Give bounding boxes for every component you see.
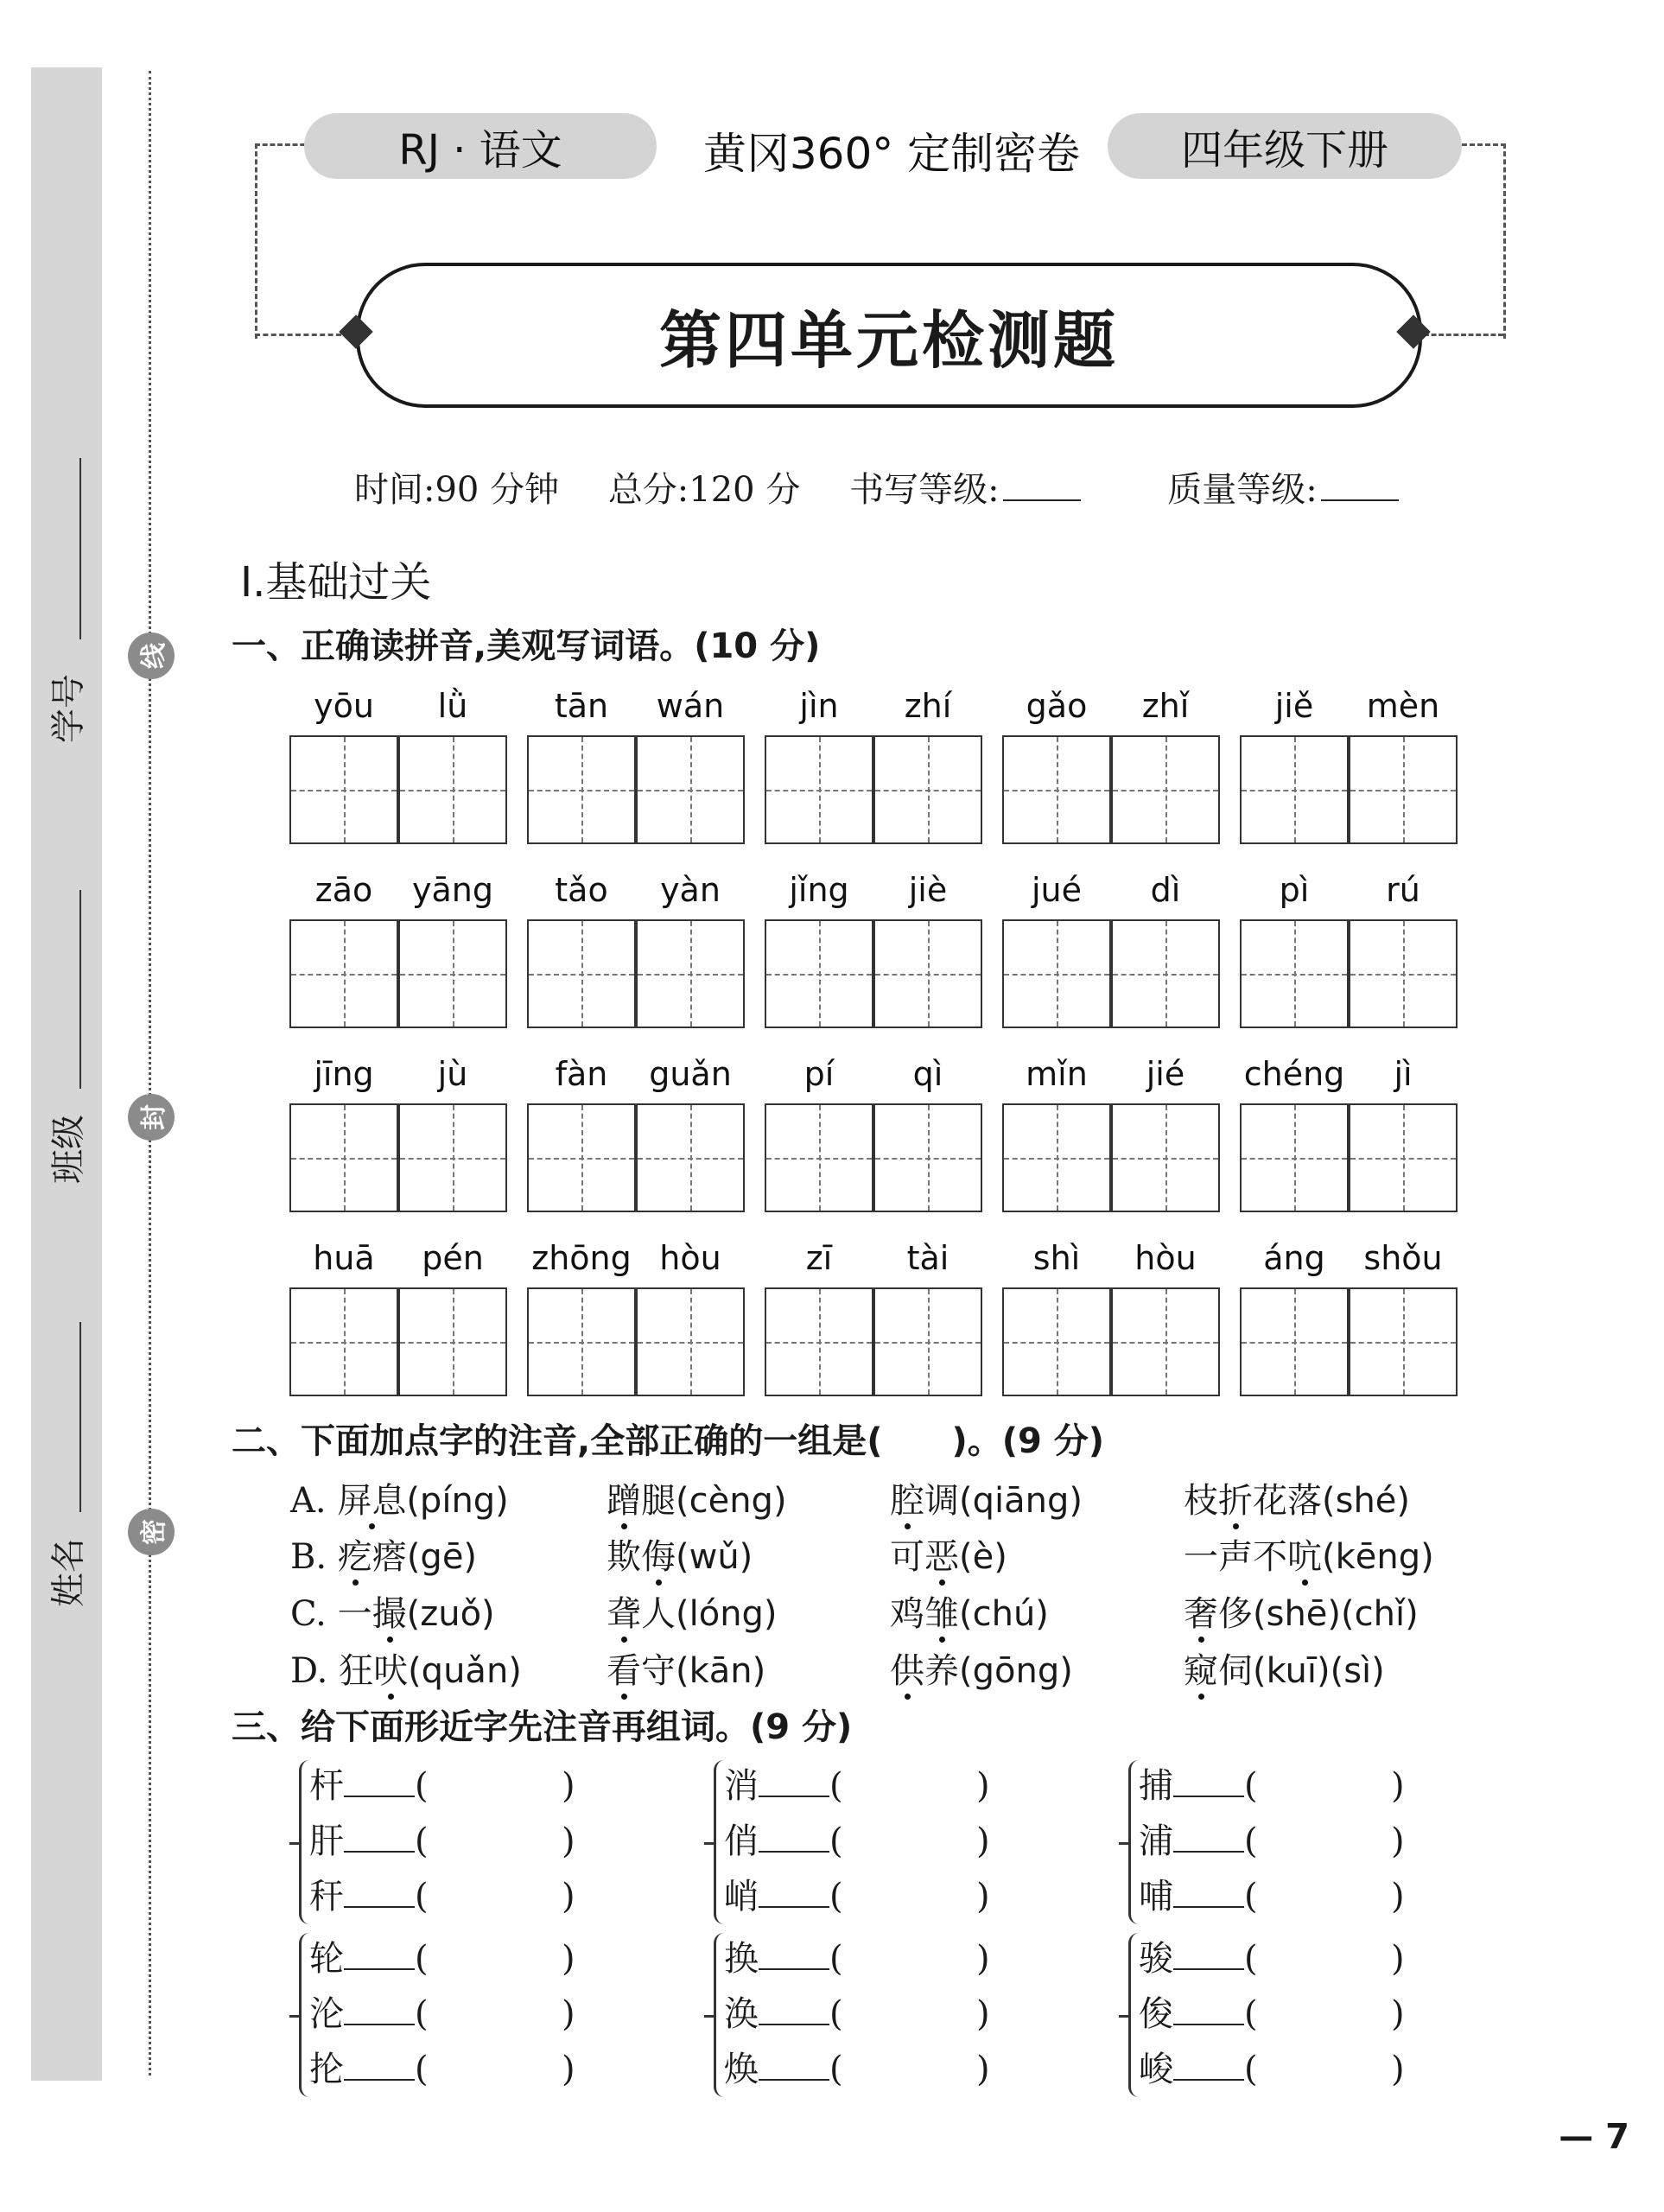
similar-char-row: 沦 ( ) [309,1994,575,2034]
pinyin-label: dì [1150,871,1181,909]
writing-grade-field[interactable] [1003,475,1081,501]
pinyin-label: jù [437,1055,468,1093]
time-info: 时间:90 分钟 [354,470,560,510]
similar-char-row: 骏 ( ) [1139,1939,1405,1979]
pinyin-label: guǎn [649,1055,732,1093]
option-item: 欺侮(wǔ) [607,1537,753,1577]
pinyin-blank[interactable] [1173,1827,1244,1853]
word-blank[interactable]: ( [829,1766,843,1806]
student-no-label: 学号 [48,674,89,743]
dotted-char: 恶 [924,1537,959,1577]
pinyin-label: mèn [1366,687,1440,725]
seal-seal-icon: 封 [128,1094,175,1141]
writing-grade: 书写等级: [849,470,1118,510]
pinyin-blank[interactable] [344,1882,415,1908]
writing-box[interactable] [1111,919,1220,1028]
similar-char-row: 峻 ( ) [1139,2050,1405,2089]
pinyin-note: (qiāng) [959,1481,1083,1521]
dotted-char: 窥 [1184,1651,1218,1691]
subject-pill: RJ · 语文 [304,113,657,179]
q3-title: 三、给下面形近字先注音再组词。(9 分) [232,1707,853,1747]
pinyin-label: hòu [1134,1239,1197,1277]
dotted-char: 雏 [924,1594,959,1634]
pinyin-label: huā [313,1239,375,1277]
similar-char: 俏 [724,1821,759,1861]
pinyin-note: (kēng) [1322,1537,1434,1577]
similar-char-row: 消 ( ) [724,1766,990,1806]
seal-secret-icon: 密 [128,1509,175,1555]
writing-box[interactable] [1349,919,1458,1028]
binding-sidebar [31,67,102,2081]
option-item: 聋人(lóng) [607,1594,778,1634]
pinyin-label: tài [906,1239,949,1277]
similar-char: 浦 [1139,1821,1173,1861]
pinyin-note: (gē) [406,1537,478,1577]
word-blank[interactable]: ( [1244,1877,1258,1916]
writing-box[interactable] [1002,1287,1111,1396]
writing-box[interactable] [527,1103,636,1212]
writing-box[interactable] [1111,1103,1220,1212]
writing-box[interactable] [1111,1287,1220,1396]
writing-box[interactable] [398,1287,507,1396]
option-item: 一声不吭(kēng) [1184,1537,1434,1577]
pinyin-blank[interactable] [759,2055,829,2081]
exam-info [354,462,1475,512]
pinyin-blank[interactable] [344,1999,415,2025]
similar-char: 轮 [309,1939,344,1979]
word-blank[interactable]: ( [415,2050,429,2089]
similar-char-row: 秆 ( ) [309,1877,575,1916]
seal-line-icon: 线 [128,632,175,679]
similar-char-row: 抡 ( ) [309,2050,575,2089]
dotted-char: 撮 [372,1594,407,1634]
pinyin-label: yōu [314,687,374,725]
pinyin-blank[interactable] [1173,1999,1244,2025]
pinyin-blank[interactable] [344,1771,415,1797]
pinyin-note: (shé) [1322,1481,1411,1521]
writing-box[interactable] [1002,735,1111,844]
pinyin-note: (kān) [676,1651,766,1691]
pinyin-note: (píng) [406,1481,509,1521]
similar-char: 抡 [309,2050,344,2089]
writing-box[interactable] [1002,919,1111,1028]
writing-box[interactable] [636,735,745,844]
writing-box[interactable] [289,1103,398,1212]
pinyin-label: zhí [904,687,952,725]
pinyin-note: (è) [959,1537,1007,1577]
similar-char-row: 哺 ( ) [1139,1877,1405,1916]
pinyin-label: shǒu [1363,1239,1443,1277]
pinyin-note: (kuī)(sì) [1253,1651,1385,1691]
pinyin-note: (zuǒ) [406,1594,495,1634]
pinyin-label: jiě [1274,687,1314,725]
option-item: B. 疙瘩(gē) [290,1537,478,1577]
pinyin-label: pén [422,1239,484,1277]
writing-box[interactable] [289,1287,398,1396]
writing-box[interactable] [1240,919,1349,1028]
pinyin-label: zāo [314,871,373,909]
pinyin-label: chéng [1243,1055,1345,1093]
class-label: 班级 [48,1115,89,1184]
writing-box[interactable] [398,735,507,844]
pinyin-label: wán [656,687,725,725]
title-banner [356,263,1422,408]
writing-box[interactable] [765,919,873,1028]
binding-dotted-line [149,71,151,2075]
word-blank[interactable]: ( [829,1821,843,1861]
pinyin-label: tān [554,687,609,725]
pinyin-note: (quǎn) [408,1651,522,1691]
pinyin-note: (wǔ) [676,1537,753,1577]
dotted-char: 吠 [373,1651,409,1691]
pinyin-label: jǐng [789,871,849,909]
pinyin-label: áng [1263,1239,1325,1277]
similar-char-row: 焕 ( ) [724,2050,990,2089]
word-blank[interactable]: ( [1244,1821,1258,1861]
similar-char: 沦 [309,1994,344,2034]
similar-char: 骏 [1139,1939,1173,1979]
pinyin-label: zī [805,1239,833,1277]
option-item: 看守(kān) [607,1651,766,1691]
writing-box[interactable] [765,1103,873,1212]
similar-char: 峻 [1139,2050,1173,2089]
header-bracket-left-bottom [255,334,341,336]
pinyin-note: (gōng) [959,1651,1073,1691]
pinyin-label: mǐn [1026,1055,1088,1093]
word-blank[interactable]: ( [415,1877,429,1916]
writing-box[interactable] [527,1287,636,1396]
similar-char-row: 俊 ( ) [1139,1994,1405,2034]
writing-box[interactable] [1111,735,1220,844]
option-item: 蹭腿(cèng) [607,1481,787,1521]
similar-char-row: 捕 ( ) [1139,1766,1405,1806]
dotted-char: 吭 [1287,1537,1322,1577]
dotted-char: 供 [890,1651,924,1691]
similar-char: 涣 [724,1994,759,2034]
writing-box[interactable] [1240,1287,1349,1396]
option-item: 窥伺(kuī)(sì) [1184,1651,1385,1691]
pinyin-note: (chú) [959,1594,1049,1634]
option-item: 枝折花落(shé) [1184,1481,1411,1521]
student-no-field[interactable] [79,458,81,639]
writing-box[interactable] [1349,735,1458,844]
pinyin-label: jìn [799,687,839,725]
word-blank[interactable]: ( [829,2050,843,2089]
q1-title: 一、正确读拼音,美观写词语。(10 分) [232,626,821,666]
word-blank[interactable]: ( [415,1994,429,2034]
word-blank[interactable]: ( [1244,1939,1258,1979]
header-bracket-right-bottom [1424,334,1503,336]
page-title: 第四单元检测题 [658,303,1119,377]
pinyin-note: (cèng) [676,1481,787,1521]
q2-title: 二、下面加点字的注音,全部正确的一组是( )。(9 分) [232,1421,1105,1461]
word-blank[interactable]: ( [1244,1766,1258,1806]
writing-box[interactable] [1002,1103,1111,1212]
pinyin-blank[interactable] [759,1771,829,1797]
dotted-char: 侮 [641,1537,676,1577]
pinyin-label: gǎo [1026,687,1088,725]
name-label: 姓名 [48,1538,89,1607]
pinyin-label: jiè [908,871,948,909]
page-number: — 7 [1559,2117,1629,2157]
dotted-char: 蹭 [607,1481,641,1521]
writing-box[interactable] [636,919,745,1028]
pinyin-blank[interactable] [344,2055,415,2081]
pinyin-blank[interactable] [1173,1882,1244,1908]
name-field[interactable] [79,1322,81,1512]
similar-char-row: 轮 ( ) [309,1939,575,1979]
pinyin-label: rú [1386,871,1420,909]
dotted-char: 聋 [607,1594,641,1634]
pinyin-note: (shē)(chǐ) [1253,1594,1419,1634]
writing-box[interactable] [873,1287,982,1396]
option-item: C. 一撮(zuǒ) [290,1594,495,1634]
pinyin-label: yàn [660,871,721,909]
pinyin-label: pì [1279,871,1310,909]
similar-char-row: 峭 ( ) [724,1877,990,1916]
class-field[interactable] [79,890,81,1089]
similar-char-row: 肝 ( ) [309,1821,575,1861]
writing-box[interactable] [1240,735,1349,844]
pinyin-label: yāng [412,871,493,909]
writing-box[interactable] [636,1103,745,1212]
writing-box[interactable] [527,919,636,1028]
option-item: 可恶(è) [890,1537,1007,1577]
writing-box[interactable] [636,1287,745,1396]
quality-grade: 质量等级: [1167,470,1436,510]
similar-char: 秆 [309,1877,344,1916]
similar-char: 哺 [1139,1877,1173,1916]
word-blank[interactable]: ( [415,1766,429,1806]
pinyin-label: shì [1032,1239,1081,1277]
writing-box[interactable] [289,735,398,844]
pinyin-label: jié [1146,1055,1185,1093]
grade-pill: 四年级下册 [1108,113,1462,179]
pinyin-blank[interactable] [1173,2055,1244,2081]
total-info: 总分:120 分 [607,470,801,510]
similar-char: 焕 [724,2050,759,2089]
pinyin-label: zhǐ [1141,687,1190,725]
similar-char-row: 俏 ( ) [724,1821,990,1861]
pinyin-label: lǜ [437,687,468,725]
pinyin-blank[interactable] [759,1827,829,1853]
dotted-char: 奢 [1184,1594,1218,1634]
similar-char: 肝 [309,1821,344,1861]
similar-char: 峭 [724,1877,759,1916]
section-heading: Ⅰ.基础过关 [240,558,432,607]
pinyin-label: pí [803,1055,835,1093]
writing-box[interactable] [765,735,873,844]
word-blank[interactable]: ( [1244,1994,1258,2034]
writing-box[interactable] [289,919,398,1028]
similar-char: 俊 [1139,1994,1173,2034]
writing-box[interactable] [398,919,507,1028]
pinyin-label: fàn [555,1055,608,1093]
option-item: 供养(gōng) [890,1651,1073,1691]
writing-box[interactable] [1349,1287,1458,1396]
similar-char-row: 杆 ( ) [309,1766,575,1806]
option-item: 鸡雏(chú) [890,1594,1049,1634]
pinyin-blank[interactable] [759,1882,829,1908]
option-item: 腔调(qiāng) [890,1481,1083,1521]
dotted-char: 折 [1218,1481,1253,1521]
option-item: A. 屏息(píng) [290,1481,509,1521]
writing-box[interactable] [765,1287,873,1396]
word-blank[interactable]: ( [1244,2050,1258,2089]
similar-char: 杆 [309,1766,344,1806]
writing-box[interactable] [1240,1103,1349,1212]
pinyin-label: hòu [659,1239,721,1277]
pinyin-note: (lóng) [676,1594,778,1634]
pinyin-label: zhōng [531,1239,632,1277]
option-item: 奢侈(shē)(chǐ) [1184,1594,1419,1634]
writing-box[interactable] [1349,1103,1458,1212]
similar-char: 捕 [1139,1766,1173,1806]
pinyin-label: qì [912,1055,943,1093]
dotted-char: 腔 [890,1481,924,1521]
pinyin-label: tǎo [555,871,608,909]
writing-box[interactable] [873,735,982,844]
word-blank[interactable]: ( [829,1877,843,1916]
pinyin-blank[interactable] [1173,1944,1244,1970]
pinyin-blank[interactable] [344,1944,415,1970]
pinyin-blank[interactable] [1173,1771,1244,1797]
dotted-char: 疙 [337,1537,372,1577]
writing-box[interactable] [873,919,982,1028]
quality-grade-field[interactable] [1321,475,1399,501]
option-item: D. 狂吠(quǎn) [290,1651,522,1691]
pinyin-blank[interactable] [759,1999,829,2025]
writing-box[interactable] [527,735,636,844]
pinyin-blank[interactable] [759,1944,829,1970]
word-blank[interactable]: ( [829,1939,843,1979]
dotted-char: 看 [607,1651,641,1691]
similar-char: 消 [724,1766,759,1806]
similar-char-row: 浦 ( ) [1139,1821,1405,1861]
word-blank[interactable]: ( [415,1821,429,1861]
similar-char-row: 涣 ( ) [724,1994,990,2034]
pinyin-label: jué [1031,871,1083,909]
writing-box[interactable] [873,1103,982,1212]
pinyin-label: jīng [314,1055,374,1093]
word-blank[interactable]: ( [415,1939,429,1979]
similar-char: 换 [724,1939,759,1979]
series-title: 黄冈360° 定制密卷 [702,129,1081,179]
pinyin-label: jì [1394,1055,1413,1093]
word-blank[interactable]: ( [829,1994,843,2034]
pinyin-blank[interactable] [344,1827,415,1853]
writing-box[interactable] [398,1103,507,1212]
similar-char-row: 换 ( ) [724,1939,990,1979]
